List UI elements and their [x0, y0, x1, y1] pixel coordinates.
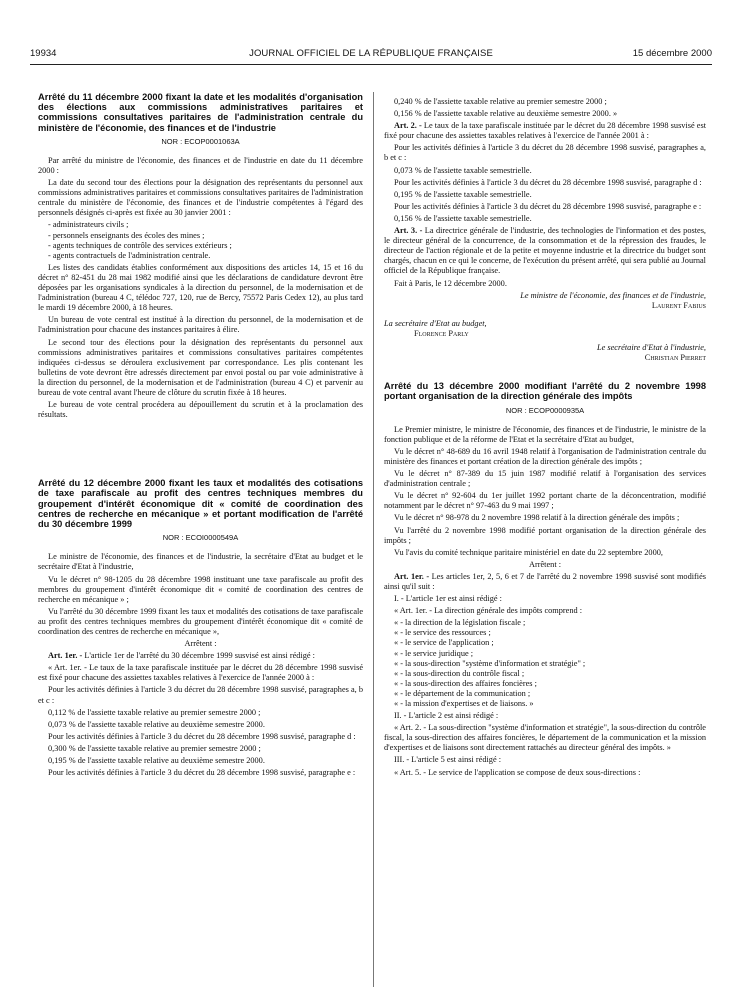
paragraph: Vu le décret n° 92-604 du 1er juillet 1992 portant charte de la déconcentration, modifié notamment par le décret n° 97-463 du 9 mai 1997 ;	[384, 491, 706, 511]
paragraph: 0,300 % de l'assiette taxable relative au premier semestre 2000 ;	[48, 743, 261, 753]
paragraph: Pour les activités définies à l'article 3 du décret du 28 décembre 1998 susvisé, paragraphe d :	[394, 177, 702, 187]
list-item: « - le service de l'application ;	[394, 638, 494, 648]
paragraph: « Art. 5. - Le service de l'application se compose de deux sous-directions :	[394, 767, 641, 777]
paragraph: « Art. 1er. - Le taux de la taxe parafiscale instituée par le décret du 28 décembre 1998 susvisé est fixé pour chacune des assiettes taxables relatives à l'exercice de l'année 2000 à :	[38, 663, 363, 683]
decree-title: Arrêté du 11 décembre 2000 fixant la date et les modalités d'organisation des élections aux commissions administratives paritaires et commissions consultatives paritaires de l'administration centrale du ministère de l'économie, des finances et de l'industrie	[38, 92, 363, 133]
page-header	[30, 48, 712, 64]
nor-reference: NOR : ECOI0000549A	[162, 533, 239, 543]
header-rule	[30, 64, 712, 65]
directorate-list	[384, 618, 706, 709]
paragraph: 0,195 % de l'assiette taxable semestrielle.	[394, 189, 532, 199]
signatory-name-text: Florence Parly	[414, 328, 469, 338]
decree-title: Arrêté du 13 décembre 2000 modifiant l'arrêté du 2 novembre 1998 portant organisation de la direction générale des impôts	[384, 381, 706, 402]
issue-date: 15 décembre 2000	[632, 48, 712, 59]
arretent-heading: Arrêtent :	[528, 559, 562, 569]
signatory-name-text: Laurent Fabius	[651, 300, 706, 310]
article-paragraph	[384, 226, 706, 276]
list-item: - agents techniques de contrôle des services extérieurs ;	[48, 240, 232, 250]
article-text: Les articles 1er, 2, 5, 6 et 7 de l'arrêté du 2 novembre 1998 susvisé sont modifiés ainsi qu'il suit :	[384, 571, 707, 591]
paragraph: Les listes des candidats établies conformément aux dispositions des articles 14, 15 et 16 du décret n° 82-451 du 28 mai 1982 modifié ainsi que les déclarations de candidature devront être déposées par les organisations syndicales à la direction du personnel, de la modernisation et de l'administration (bureau 4 C, télédoc 727, 120, rue de Bercy, 75572 Paris Cedex 12), au plus tard le mardi 19 décembre 2000, à 18 heures.	[38, 262, 363, 313]
article-paragraph	[38, 651, 363, 661]
signatory-role: Le secrétaire d'Etat à l'industrie,	[596, 342, 706, 352]
article-label: Art. 1er. -	[48, 651, 83, 661]
list-item: « - la sous-direction du contrôle fiscal ;	[394, 668, 525, 678]
paragraph: I. - L'article 1er est ainsi rédigé :	[394, 594, 502, 604]
article-text: L'article 1er de l'arrêté du 30 décembre 1999 susvisé est ainsi rédigé :	[84, 651, 315, 661]
signatory-role: La secrétaire d'Etat au budget,	[384, 318, 487, 328]
article-paragraph	[384, 572, 706, 592]
paragraph: Vu le décret n° 87-389 du 15 juin 1987 modifié relatif à l'organisation des services d'administration centrale ;	[384, 469, 706, 489]
arretent-heading: Arrêtent :	[184, 639, 217, 649]
paragraph: Un bureau de vote central est institué à la direction du personnel, de la modernisation et de l'administration pour chacune des instances paritaires à élire.	[38, 315, 363, 335]
article-label: Art. 2. -	[394, 121, 422, 131]
paragraph: Le second tour des élections pour la désignation des représentants du personnel aux commissions administratives paritaires et commissions consultatives paritaires compétentes indiquées ci-dessus se déroulera exclusivement par correspondance. Les plis contenant les bulletins de vote devront être adressés directement par envoi postal ou par voie administrative à la direction du personnel, de la modernisation et de l'administration (bureau 4 C) et parvenir au bureau de vote central avant l'heure de clôture du scrutin fixée à 18 heures.	[38, 337, 363, 397]
personnel-list	[38, 220, 363, 260]
journal-title: JOURNAL OFFICIEL DE LA RÉPUBLIQUE FRANÇAISE	[249, 48, 493, 59]
nor-reference: NOR : ECOP0001063A	[161, 136, 240, 146]
right-column	[384, 97, 706, 780]
nor-reference: NOR : ECOP0000935A	[505, 405, 585, 415]
paragraph: II. - L'article 2 est ainsi rédigé :	[394, 711, 499, 721]
list-item: « - le service des ressources ;	[394, 628, 491, 638]
section-spacer	[384, 363, 706, 381]
signatory-name	[384, 353, 706, 363]
paragraph: 0,195 % de l'assiette taxable relative au deuxième semestre 2000.	[48, 756, 265, 766]
page-number: 19934	[30, 48, 57, 59]
list-item: - administrateurs civils ;	[48, 220, 129, 230]
article-paragraph	[384, 121, 706, 141]
paragraph: III. - L'article 5 est ainsi rédigé :	[394, 755, 502, 765]
left-column	[38, 92, 363, 780]
paragraph: La date du second tour des élections pour la désignation des représentants du personnel aux commissions administratives paritaires et commissions consultatives paritaires de l'administration centrale du ministère de l'économie, des finances et de l'industrie compétentes à l'égard des personnels désignés ci-après est fixée au 30 janvier 2001 :	[38, 178, 363, 218]
paragraph: Le bureau de vote central procédera au dépouillement du scrutin et à la proclamation des résultats.	[38, 400, 363, 420]
paragraph: 0,073 % de l'assiette taxable semestrielle.	[394, 165, 532, 175]
column-divider	[373, 92, 374, 987]
paragraph: Vu le décret n° 98-1205 du 28 décembre 1998 instituant une taxe parafiscale au profit des membres du groupement d'intérêt économique dit « comité de coordination des centres de recherche en mécanique » ;	[38, 574, 363, 604]
paragraph: Pour les activités définies à l'article 3 du décret du 28 décembre 1998 susvisé, paragraphe e :	[48, 768, 356, 778]
article-text: La directrice générale de l'industrie, des technologies de l'information et des postes, le directeur général de la concurrence, de la consommation et de la répression des fraudes, le directeur de l'action régionale et de la petite et moyenne industrie et la directrice du budget sont chargés, chacun en ce qui le concerne, de l'exécution du présent arrêté, qui sera publié au Journal officiel de la République française.	[384, 226, 706, 276]
article-label: Art. 3. -	[394, 226, 423, 236]
list-item: « - la mission d'expertises et de liaisons. »	[394, 699, 534, 708]
paragraph: Pour les activités définies à l'article 3 du décret du 28 décembre 1998 susvisé, paragraphe e :	[394, 201, 702, 211]
paragraph: 0,156 % de l'assiette taxable semestrielle.	[394, 213, 532, 223]
signatory-name	[384, 301, 706, 311]
list-item: « - le service juridique ;	[394, 648, 474, 658]
article-text: Le taux de la taxe parafiscale instituée par le décret du 28 décembre 1998 susvisé est fixé pour chacune des assiettes taxables relatives à l'exercice de l'année 2001 à :	[384, 121, 707, 141]
list-item: « - la sous-direction des affaires foncières ;	[394, 678, 537, 688]
list-item: « - la sous-direction "système d'information et stratégie" ;	[394, 658, 586, 668]
signatory-name	[384, 329, 706, 339]
paragraph: 0,240 % de l'assiette taxable relative au premier semestre 2000 ;	[394, 97, 607, 106]
signatory-name-text: Christian Pierret	[644, 353, 706, 363]
list-item: - agents contractuels de l'administration centrale.	[48, 250, 211, 260]
paragraph: Le Premier ministre, le ministre de l'économie, des finances et de l'industrie, le ministre de la fonction publique et de la réforme de l'Etat et la secrétaire d'Etat au budget,	[384, 424, 706, 444]
paragraph: Le ministre de l'économie, des finances et de l'industrie, la secrétaire d'Etat au budget et le secrétaire d'Etat à l'industrie,	[38, 552, 363, 572]
list-item: - personnels enseignants des écoles des mines ;	[48, 230, 205, 240]
signatory-role: Le ministre de l'économie, des finances et de l'industrie,	[520, 290, 706, 300]
paragraph: Par arrêté du ministre de l'économie, des finances et de l'industrie en date du 11 décembre 2000 :	[38, 155, 363, 175]
paragraph: 0,112 % de l'assiette taxable relative au premier semestre 2000 ;	[48, 707, 261, 717]
decree-title: Arrêté du 12 décembre 2000 fixant les taux et modalités des cotisations de taxe parafiscale au profit des centres techniques membres du groupement d'intérêt économique dit « comité de coordination des centres de recherche en mécanique » et portant modification de l'arrêté du 30 décembre 1999	[38, 478, 363, 530]
paragraph: Vu le décret n° 48-689 du 16 avril 1948 relatif à l'organisation de l'administration centrale du ministère des finances et portant création de la direction générale des impôts ;	[384, 446, 706, 466]
place-date: Fait à Paris, le 12 décembre 2000.	[394, 278, 507, 288]
paragraph: Vu l'avis du comité technique paritaire ministériel en date du 22 septembre 2000,	[394, 547, 663, 557]
paragraph: 0,073 % de l'assiette taxable relative au deuxième semestre 2000.	[48, 719, 265, 729]
paragraph: Vu l'arrêté du 30 décembre 1999 fixant les taux et modalités des cotisations de taxe parafiscale au profit des centres techniques membres du groupement d'intérêt économique dit « comité de coordination des centres de recherche en mécanique »,	[38, 606, 363, 637]
article-label: Art. 1er. -	[394, 571, 430, 581]
list-item: « - la direction de la législation fiscale ;	[394, 618, 526, 628]
paragraph: Pour les activités définies à l'article 3 du décret du 28 décembre 1998 susvisé, paragraphe d :	[48, 731, 356, 741]
paragraph: Vu l'arrêté du 2 novembre 1998 modifié portant organisation de la direction générale des impôts ;	[384, 525, 706, 545]
section-spacer	[38, 422, 363, 478]
paragraph: Pour les activités définies à l'article 3 du décret du 28 décembre 1998 susvisé, paragraphes a, b et c :	[38, 685, 363, 705]
paragraph: « Art. 1er. - La direction générale des impôts comprend :	[394, 606, 583, 616]
list-item: « - le département de la communication ;	[394, 688, 531, 698]
paragraph: Pour les activités définies à l'article 3 du décret du 28 décembre 1998 susvisé, paragraphes a, b et c :	[384, 143, 706, 163]
paragraph: 0,156 % de l'assiette taxable relative au deuxième semestre 2000. »	[394, 109, 618, 119]
paragraph: Vu le décret n° 98-978 du 2 novembre 1998 relatif à la direction générale des impôts ;	[394, 513, 680, 523]
paragraph: « Art. 2. - La sous-direction "système d'information et stratégie", la sous-direction du contrôle fiscal, la sous-direction des affaires foncières, le département de la communication et la mission d'expertises et de liaisons sont directement rattachés au directeur général des impôts. »	[384, 723, 706, 753]
